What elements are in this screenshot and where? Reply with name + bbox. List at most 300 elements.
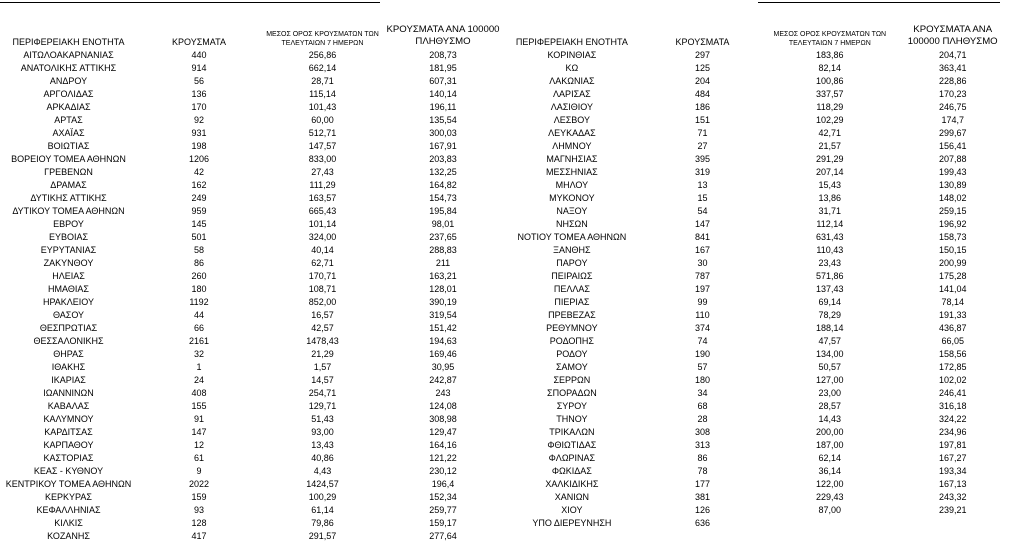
- per-100k-cell: 158,56: [938, 349, 967, 359]
- region-cell: ΘΑΣΟΥ: [52, 310, 85, 320]
- per-100k-header: ΚΡΟΥΣΜΑΤΑ ΑΝΑ 100000 ΠΛΗΘΥΣΜΟ: [386, 24, 500, 47]
- avg-7day-cell: 571,86: [816, 271, 844, 281]
- avg-7day-cell: 14,43: [818, 414, 842, 424]
- avg-7day-cell: 291,57: [308, 531, 337, 541]
- table-row: [502, 127, 1009, 140]
- table-row: [502, 504, 1009, 517]
- avg-7day-cell: 28,57: [818, 401, 842, 411]
- per-100k-cell: 197,81: [938, 440, 967, 450]
- table-row: [502, 426, 1009, 439]
- table-row: [0, 335, 502, 348]
- header-row: [0, 17, 502, 49]
- region-cell: ΗΛΕΙΑΣ: [52, 271, 85, 281]
- avg-7day-cell: 207,14: [816, 167, 844, 177]
- cases-cell: 54: [697, 206, 708, 216]
- cases-cell: 395: [694, 154, 710, 164]
- avg-7day-cell: 36,14: [818, 466, 842, 476]
- per-100k-cell: 167,91: [429, 141, 457, 151]
- cases-cell: 177: [694, 479, 710, 489]
- table-row: [0, 439, 502, 452]
- region-cell: ΖΑΚΥΝΘΟΥ: [43, 258, 94, 268]
- avg-7day-cell: 27,43: [311, 167, 334, 177]
- cases-cell: 198: [191, 141, 207, 151]
- cases-cell: 61: [193, 453, 204, 463]
- per-100k-cell: 129,47: [429, 427, 457, 437]
- per-100k-cell: 228,86: [938, 76, 967, 86]
- per-100k-cell: 324,22: [938, 414, 967, 424]
- region-cell: ΡΟΔΟΠΗΣ: [549, 336, 594, 346]
- per-100k-header: ΚΡΟΥΣΜΑΤΑ ΑΝΑ 100000 ΠΛΗΘΥΣΜΟ: [907, 24, 998, 47]
- table-row: [0, 244, 502, 257]
- table-row: [0, 62, 502, 75]
- per-100k-cell: 156,41: [938, 141, 967, 151]
- avg-7day-cell: 40,86: [311, 453, 334, 463]
- avg-7day-cell: [763, 517, 896, 530]
- region-cell: ΔΡΑΜΑΣ: [50, 180, 87, 190]
- region-cell: ΝΑΞΟΥ: [556, 206, 588, 216]
- per-100k-cell: 191,33: [938, 310, 967, 320]
- cases-cell: 787: [694, 271, 710, 281]
- per-100k-cell: 308,98: [429, 414, 457, 424]
- cases-cell: 297: [694, 50, 710, 60]
- region-cell: ΣΠΟΡΑΔΩΝ: [547, 388, 597, 398]
- avg-7day-cell: 291,29: [816, 154, 844, 164]
- avg-7day-cell: 200,00: [816, 427, 844, 437]
- cases-cell: 92: [193, 115, 204, 125]
- cases-cell: 27: [697, 141, 708, 151]
- table-row: [502, 400, 1009, 413]
- avg-7day-cell: 101,43: [308, 102, 337, 112]
- avg-7day-cell: 100,29: [308, 492, 337, 502]
- avg-7day-cell: 61,14: [311, 505, 334, 515]
- top-rule: [0, 2, 380, 3]
- avg-7day-cell: 60,00: [311, 115, 334, 125]
- cases-cell: 319: [694, 167, 710, 177]
- avg-7day-cell: 229,43: [816, 492, 844, 502]
- per-100k-cell: 319,54: [429, 310, 457, 320]
- per-100k-cell: 175,28: [938, 271, 967, 281]
- avg-7day-cell: 23,00: [818, 388, 842, 398]
- table-row: [0, 88, 502, 101]
- table-row: [0, 348, 502, 361]
- cases-cell: 155: [191, 401, 207, 411]
- per-100k-cell: 174,7: [941, 115, 964, 125]
- cases-table-left: [0, 17, 502, 543]
- avg-7day-cell: 93,00: [311, 427, 334, 437]
- cases-cell: 13: [697, 180, 708, 190]
- region-cell: ΚΕΦΑΛΛΗΝΙΑΣ: [36, 505, 101, 515]
- per-100k-cell: 196,4: [431, 479, 455, 489]
- per-100k-cell: 208,73: [429, 50, 457, 60]
- per-100k-cell: 152,34: [429, 492, 457, 502]
- cases-cell: 57: [697, 362, 708, 372]
- table-row: [502, 88, 1009, 101]
- avg-7day-cell: 852,00: [308, 297, 337, 307]
- region-cell: ΜΥΚΟΝΟΥ: [549, 193, 595, 203]
- cases-cell: 30: [697, 258, 708, 268]
- cases-cell: 440: [191, 50, 207, 60]
- per-100k-cell: 30,95: [431, 362, 455, 372]
- per-100k-cell: 150,15: [938, 245, 967, 255]
- table-row: [0, 400, 502, 413]
- region-cell: ΝΟΤΙΟΥ ΤΟΜΕΑ ΑΘΗΝΩΝ: [517, 232, 627, 242]
- table-row: [0, 426, 502, 439]
- table-row: [502, 153, 1009, 166]
- table-row: [502, 231, 1009, 244]
- region-cell: ΞΑΝΘΗΣ: [553, 245, 591, 255]
- avg-7day-cell: 256,86: [308, 50, 337, 60]
- per-100k-cell: 130,89: [938, 180, 967, 190]
- cases-cell: 86: [193, 258, 204, 268]
- region-cell: ΦΩΚΙΔΑΣ: [551, 466, 592, 476]
- cases-cell: 78: [697, 466, 708, 476]
- region-cell: ΡΟΔΟΥ: [556, 349, 588, 359]
- per-100k-cell: 259,77: [429, 505, 457, 515]
- table-row: [0, 270, 502, 283]
- per-100k-cell: 170,23: [938, 89, 967, 99]
- cases-cell: 86: [697, 453, 708, 463]
- table-row: [0, 166, 502, 179]
- avg-7day-cell: 42,57: [311, 323, 334, 333]
- avg-7day-cell: 833,00: [308, 154, 337, 164]
- cases-cell: 204: [694, 76, 710, 86]
- per-100k-cell: 204,71: [938, 50, 967, 60]
- cases-cell: 170: [191, 102, 207, 112]
- avg-7day-cell: 14,57: [311, 375, 334, 385]
- per-100k-cell: 390,19: [429, 297, 457, 307]
- per-100k-cell: 141,04: [938, 284, 967, 294]
- per-100k-cell: 169,46: [429, 349, 457, 359]
- per-100k-cell: 316,18: [938, 401, 967, 411]
- region-cell: ΙΘΑΚΗΣ: [51, 362, 86, 372]
- per-100k-cell: 140,14: [429, 89, 457, 99]
- cases-cell: 147: [694, 219, 710, 229]
- cases-cell: 136: [191, 89, 207, 99]
- avg-7day-cell: 69,14: [818, 297, 842, 307]
- region-cell: ΤΗΝΟΥ: [556, 414, 588, 424]
- per-100k-cell: 194,63: [429, 336, 457, 346]
- region-cell: ΦΛΩΡΙΝΑΣ: [548, 453, 596, 463]
- table-row: [502, 348, 1009, 361]
- table-row: [502, 205, 1009, 218]
- table-row: [0, 75, 502, 88]
- cases-cell: 126: [694, 505, 710, 515]
- per-100k-cell: 277,64: [429, 531, 457, 541]
- cases-cell: 99: [697, 297, 708, 307]
- region-cell: ΠΕΙΡΑΙΩΣ: [551, 271, 593, 281]
- per-100k-cell: 199,43: [938, 167, 967, 177]
- cases-cell: 1192: [189, 297, 209, 307]
- table-row: [502, 491, 1009, 504]
- region-cell: ΔΥΤΙΚΟΥ ΤΟΜΕΑ ΑΘΗΝΩΝ: [12, 206, 125, 216]
- table-row: [0, 101, 502, 114]
- table-row: [0, 231, 502, 244]
- cases-cell: 34: [697, 388, 708, 398]
- table-row: [502, 283, 1009, 296]
- region-cell: ΜΗΛΟΥ: [555, 180, 589, 190]
- cases-cell: 28: [697, 414, 708, 424]
- table-row: [502, 75, 1009, 88]
- avg-7day-cell: 163,57: [308, 193, 337, 203]
- avg-7day-cell: 79,86: [311, 518, 334, 528]
- region-cell: ΚΟΖΑΝΗΣ: [47, 531, 90, 541]
- cases-table-right: [502, 17, 1009, 530]
- per-100k-cell: 158,73: [938, 232, 967, 242]
- per-100k-cell: 167,27: [938, 453, 967, 463]
- region-cell: ΧΑΝΙΩΝ: [554, 492, 589, 502]
- per-100k-cell: 234,96: [938, 427, 967, 437]
- region-cell: ΝΗΣΩΝ: [555, 219, 588, 229]
- region-cell: ΛΑΡΙΣΑΣ: [553, 89, 591, 99]
- per-100k-cell: 196,92: [938, 219, 967, 229]
- table-row: [502, 244, 1009, 257]
- per-100k-cell: 607,31: [429, 76, 457, 86]
- region-cell: ΚΑΡΠΑΘΟΥ: [43, 440, 94, 450]
- region-cell: ΠΕΛΛΑΣ: [553, 284, 590, 294]
- cases-cell: 110: [695, 310, 710, 320]
- cases-cell: 931: [191, 128, 207, 138]
- table-row: [502, 257, 1009, 270]
- table-row: [0, 218, 502, 231]
- table-row: [502, 309, 1009, 322]
- table-row: [502, 140, 1009, 153]
- table-row: [0, 387, 502, 400]
- avg-7day-cell: 23,43: [818, 258, 842, 268]
- cases-cell: 167: [694, 245, 710, 255]
- per-100k-cell: 163,21: [429, 271, 457, 281]
- table-row: [502, 62, 1009, 75]
- table-row: [0, 49, 502, 62]
- table-row: [502, 335, 1009, 348]
- cases-cell: 417: [191, 531, 207, 541]
- table-row: [0, 205, 502, 218]
- avg-7day-cell: 62,71: [311, 258, 334, 268]
- per-100k-cell: 299,67: [938, 128, 967, 138]
- avg-7day-cell: 21,57: [818, 141, 842, 151]
- cases-cell: 58: [193, 245, 204, 255]
- region-cell: ΑΝΑΤΟΛΙΚΗΣ ΑΤΤΙΚΗΣ: [20, 63, 117, 73]
- avg-7day-cell: 115,14: [309, 89, 336, 99]
- per-100k-cell: 154,73: [429, 193, 457, 203]
- table-row: [502, 322, 1009, 335]
- cases-cell: 12: [193, 440, 204, 450]
- per-100k-cell: 230,12: [429, 466, 457, 476]
- cases-cell: 197: [694, 284, 710, 294]
- region-cell: ΙΩΑΝΝΙΝΩΝ: [43, 388, 94, 398]
- cases-cell: 180: [694, 375, 710, 385]
- region-cell: ΠΡΕΒΕΖΑΣ: [548, 310, 596, 320]
- region-cell: ΚΕΝΤΡΙΚΟΥ ΤΟΜΕΑ ΑΘΗΝΩΝ: [5, 479, 132, 489]
- per-100k-cell: 203,83: [429, 154, 457, 164]
- region-cell: ΚΑΛΥΜΝΟΥ: [43, 414, 94, 424]
- table-row: [502, 517, 1009, 530]
- cases-cell: 68: [697, 401, 708, 411]
- per-100k-cell: 243,32: [938, 492, 967, 502]
- avg-7day-cell: 21,29: [311, 349, 334, 359]
- avg-7day-header: ΜΕΣΟΣ ΟΡΟΣ ΚΡΟΥΣΜΑΤΩΝ ΤΩΝ ΤΕΛΕΥΤΑΙΩΝ 7 ΗΜΕΡΩΝ: [773, 31, 887, 47]
- region-cell: ΗΜΑΘΙΑΣ: [48, 284, 89, 294]
- cases-cell: 2022: [188, 479, 210, 489]
- per-100k-cell: 242,87: [429, 375, 457, 385]
- table-row: [0, 309, 502, 322]
- region-cell: ΡΕΘΥΜΝΟΥ: [546, 323, 598, 333]
- region-cell: ΛΑΣΙΘΙΟΥ: [550, 102, 594, 112]
- per-100k-cell: 172,85: [938, 362, 967, 372]
- avg-7day-cell: 324,00: [308, 232, 337, 242]
- header-row: [502, 17, 1009, 49]
- table-row: [0, 361, 502, 374]
- table-row: [502, 218, 1009, 231]
- cases-cell: 308: [694, 427, 710, 437]
- table-row: [502, 296, 1009, 309]
- table-row: [0, 517, 502, 530]
- avg-7day-header: ΜΕΣΟΣ ΟΡΟΣ ΚΡΟΥΣΜΑΤΩΝ ΤΩΝ ΤΕΛΕΥΤΑΙΩΝ 7 ΗΜΕΡΩΝ: [266, 31, 379, 47]
- table-row: [0, 127, 502, 140]
- region-cell: ΘΕΣΠΡΩΤΙΑΣ: [39, 323, 98, 333]
- table-body: [502, 49, 1009, 530]
- region-cell: ΚΩ: [565, 63, 579, 73]
- cases-cell: 313: [694, 440, 710, 450]
- region-cell: ΒΟΙΩΤΙΑΣ: [47, 141, 90, 151]
- cases-cell: 914: [191, 63, 207, 73]
- table-row: [0, 491, 502, 504]
- region-cell: ΒΟΡΕΙΟΥ ΤΟΜΕΑ ΑΘΗΝΩΝ: [11, 154, 126, 164]
- avg-7day-cell: 82,14: [818, 63, 842, 73]
- cases-cell: 66: [193, 323, 204, 333]
- region-cell: ΚΑΡΔΙΤΣΑΣ: [44, 427, 93, 437]
- cases-cell: 180: [191, 284, 207, 294]
- cases-header: ΚΡΟΥΣΜΑΤΑ: [675, 37, 730, 47]
- region-cell: ΗΡΑΚΛΕΙΟΥ: [42, 297, 95, 307]
- table-row: [0, 478, 502, 491]
- table-row: [502, 387, 1009, 400]
- per-100k-cell: 193,34: [938, 466, 967, 476]
- avg-7day-cell: 28,71: [311, 76, 334, 86]
- table-row: [0, 504, 502, 517]
- table-row: [0, 413, 502, 426]
- avg-7day-cell: 51,43: [311, 414, 334, 424]
- region-cell: ΑΧΑΪΑΣ: [52, 128, 85, 138]
- avg-7day-cell: 170,71: [308, 271, 337, 281]
- table-row: [0, 465, 502, 478]
- avg-7day-cell: 13,86: [818, 193, 842, 203]
- avg-7day-cell: 1424,57: [306, 479, 339, 489]
- per-100k-cell: 148,02: [938, 193, 967, 203]
- region-cell: ΚΑΣΤΟΡΙΑΣ: [43, 453, 94, 463]
- avg-7day-cell: 87,00: [818, 505, 842, 515]
- cases-cell: 128: [191, 518, 207, 528]
- table-row: [0, 140, 502, 153]
- table-row: [502, 452, 1009, 465]
- cases-cell: 71: [697, 128, 708, 138]
- table-row: [0, 153, 502, 166]
- cases-cell: 260: [191, 271, 207, 281]
- avg-7day-cell: 631,43: [816, 232, 844, 242]
- region-cell: ΠΙΕΡΙΑΣ: [554, 297, 590, 307]
- region-cell: ΛΑΚΩΝΙΑΣ: [549, 76, 595, 86]
- region-cell: ΤΡΙΚΑΛΩΝ: [549, 427, 595, 437]
- cases-cell: 408: [191, 388, 207, 398]
- region-cell: ΑΙΤΩΛΟΑΚΑΡΝΑΝΙΑΣ: [23, 50, 114, 60]
- avg-7day-cell: 188,14: [816, 323, 844, 333]
- avg-7day-cell: 102,29: [816, 115, 844, 125]
- region-cell: ΚΕΑΣ - ΚΥΘΝΟΥ: [33, 466, 104, 476]
- region-header: ΠΕΡΙΦΕΡΕΙΑΚΗ ΕΝΟΤΗΤΑ: [12, 37, 125, 47]
- avg-7day-cell: 112,14: [816, 219, 844, 229]
- avg-7day-cell: 129,71: [308, 401, 337, 411]
- region-cell: ΧΙΟΥ: [561, 505, 583, 515]
- table-row: [0, 257, 502, 270]
- region-cell: ΚΟΡΙΝΘΙΑΣ: [547, 50, 597, 60]
- region-cell: ΕΥΒΟΙΑΣ: [48, 232, 89, 242]
- region-cell: ΘΗΡΑΣ: [53, 349, 84, 359]
- avg-7day-cell: 1478,43: [306, 336, 339, 346]
- table-row: [0, 192, 502, 205]
- avg-7day-cell: 110,43: [816, 245, 844, 255]
- table-row: [502, 478, 1009, 491]
- region-cell: ΣΕΡΡΩΝ: [553, 375, 591, 385]
- table-row: [0, 322, 502, 335]
- avg-7day-cell: 100,86: [816, 76, 844, 86]
- cases-cell: 151: [694, 115, 710, 125]
- avg-7day-cell: 31,71: [818, 206, 842, 216]
- cases-cell: 56: [193, 76, 204, 86]
- region-cell: ΔΥΤΙΚΗΣ ΑΤΤΙΚΗΣ: [30, 193, 107, 203]
- cases-cell: 1: [196, 362, 202, 372]
- cases-cell: 190: [694, 349, 710, 359]
- avg-7day-cell: 47,57: [818, 336, 842, 346]
- avg-7day-cell: 40,14: [311, 245, 334, 255]
- avg-7day-cell: 108,71: [308, 284, 337, 294]
- per-100k-cell: 196,11: [429, 102, 457, 112]
- table-row: [0, 374, 502, 387]
- cases-cell: 147: [191, 427, 207, 437]
- avg-7day-cell: 137,43: [816, 284, 844, 294]
- avg-7day-cell: 78,29: [818, 310, 842, 320]
- cases-cell: 186: [694, 102, 710, 112]
- region-cell: ΛΕΣΒΟΥ: [553, 115, 591, 125]
- avg-7day-cell: 42,71: [818, 128, 842, 138]
- avg-7day-cell: 337,57: [816, 89, 844, 99]
- per-100k-cell: 128,01: [429, 284, 457, 294]
- cases-cell: 24: [193, 375, 204, 385]
- region-cell: ΧΑΛΚΙΔΙΚΗΣ: [545, 479, 599, 489]
- table-row: [0, 296, 502, 309]
- avg-7day-cell: 183,86: [816, 50, 844, 60]
- region-cell: ΓΡΕΒΕΝΩΝ: [44, 167, 93, 177]
- cases-cell: 501: [191, 232, 207, 242]
- cases-cell: 42: [193, 167, 204, 177]
- cases-cell: 15: [697, 193, 708, 203]
- cases-cell: 32: [193, 349, 204, 359]
- per-100k-cell: 159,17: [429, 518, 457, 528]
- per-100k-cell: 207,88: [938, 154, 967, 164]
- table-row: [502, 101, 1009, 114]
- avg-7day-cell: 512,71: [308, 128, 337, 138]
- per-100k-cell: 246,75: [938, 102, 967, 112]
- cases-cell: 959: [191, 206, 207, 216]
- top-rule-right: [758, 2, 1000, 3]
- table-row: [502, 179, 1009, 192]
- per-100k-cell: 135,54: [429, 115, 457, 125]
- table-row: [0, 452, 502, 465]
- avg-7day-cell: 111,29: [309, 180, 336, 190]
- avg-7day-cell: 1,57: [313, 362, 332, 372]
- table-row: [502, 439, 1009, 452]
- per-100k-cell: 195,84: [429, 206, 457, 216]
- table-row: [502, 49, 1009, 62]
- avg-7day-cell: 101,14: [308, 219, 337, 229]
